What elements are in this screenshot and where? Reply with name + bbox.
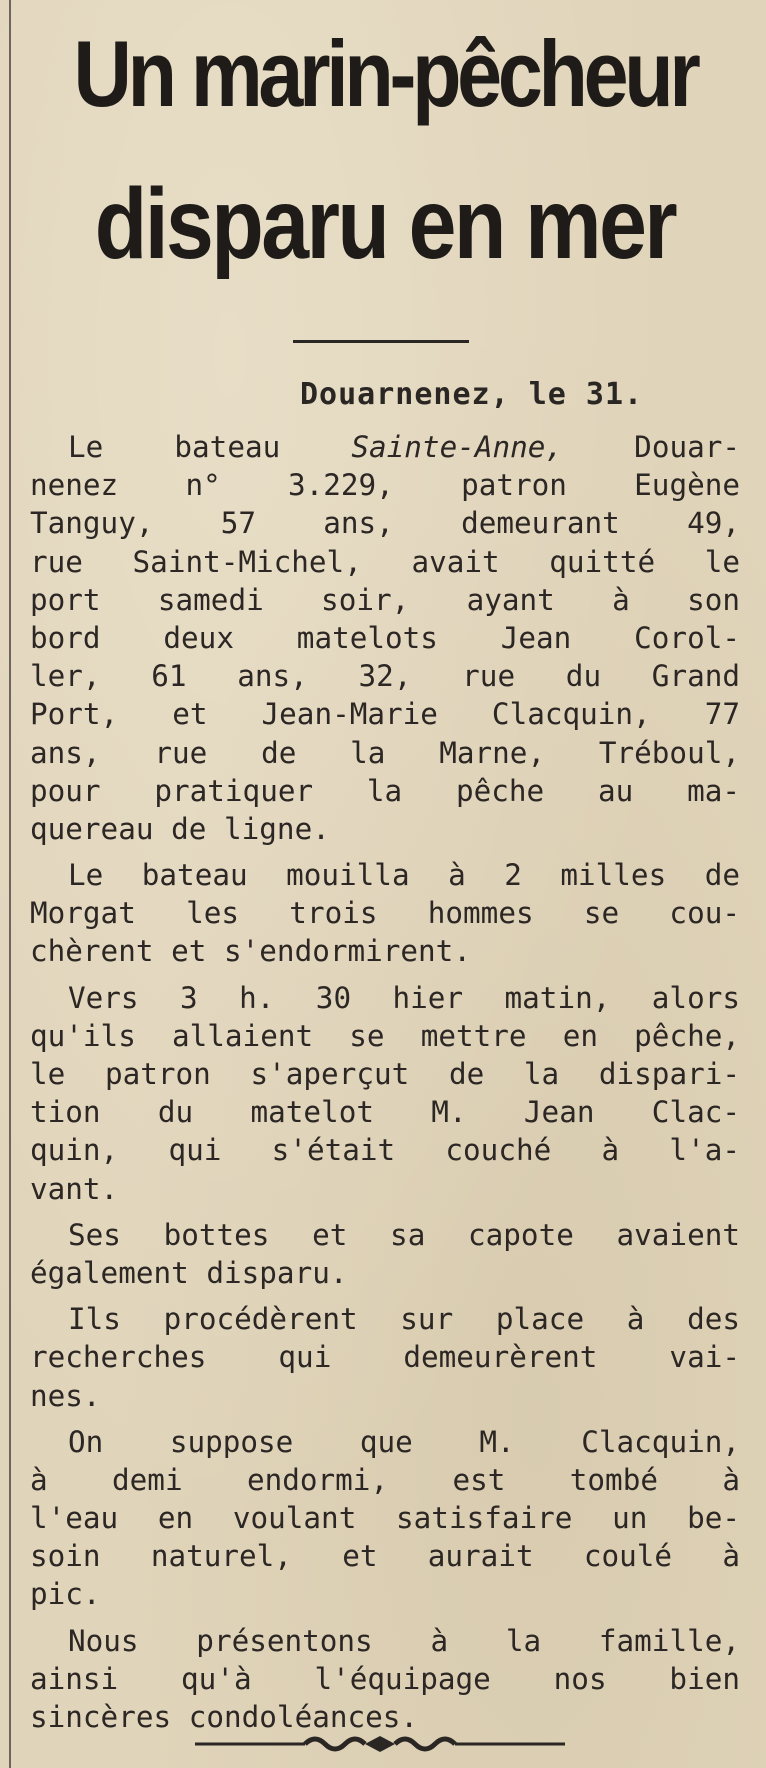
article-line: Morgat les trois hommes se cou- [30, 896, 740, 931]
headline-divider [293, 340, 469, 343]
paragraph-gap [30, 1415, 740, 1423]
article-line: vant. [30, 1171, 119, 1206]
article-line: port samedi soir, ayant à son [30, 582, 740, 617]
article-line: ans, rue de la Marne, Tréboul, [30, 735, 740, 770]
article-line: soin naturel, et aurait coulé à [30, 1539, 740, 1574]
paragraph-gap [30, 1614, 740, 1622]
dateline: Douarnenez, le 31. [300, 377, 644, 412]
article-line: à demi endormi, est tombé à [30, 1462, 740, 1497]
paragraph-gap [30, 1292, 740, 1300]
article-line: Port, et Jean-Marie Clacquin, 77 [30, 697, 740, 732]
article-line: pour pratiquer la pêche au ma- [30, 773, 740, 808]
article-line: On suppose que M. Clacquin, [68, 1424, 740, 1459]
article-line: qu'ils allaient se mettre en pêche, [30, 1018, 740, 1053]
article-line: Le bateau mouilla à 2 milles de [68, 858, 740, 893]
article-line: ler, 61 ans, 32, rue du Grand [30, 659, 740, 694]
article-line: chèrent et s'endormirent. [30, 934, 471, 969]
article-line: l'eau en voulant satisfaire un be- [30, 1501, 740, 1536]
article-line: Le bateau Sainte-Anne, Douar- [68, 430, 741, 464]
article-line: Ses bottes et sa capote avaient [68, 1217, 740, 1252]
article-line: sincères condoléances. [30, 1700, 419, 1734]
article-line: Tanguy, 57 ans, demeurant 49, [30, 506, 740, 541]
article-line: le patron s'aperçut de la dispari- [30, 1057, 740, 1091]
headline-line-1: Un marin-pêcheur [73, 21, 697, 126]
paragraph-gap [30, 848, 740, 856]
article-line: quin, qui s'était couché à l'a- [30, 1133, 740, 1168]
article-line: Vers 3 h. 30 hier matin, alors [68, 980, 740, 1015]
article-line: rue Saint-Michel, avait quitté le [30, 544, 740, 579]
article-line: nenez n° 3.229, patron Eugène [30, 468, 740, 503]
article-line: également disparu. [30, 1255, 348, 1290]
article-line: bord deux matelots Jean Corol- [30, 620, 740, 655]
article-line: pic. [30, 1577, 101, 1612]
article-line: tion du matelot M. Jean Clac- [30, 1095, 740, 1130]
article-line: quereau de ligne. [30, 811, 330, 846]
article-body [30, 428, 740, 1736]
end-ornament [195, 1734, 565, 1754]
paragraph-gap [30, 971, 740, 979]
article-line: ainsi qu'à l'équipage nos bien [30, 1661, 740, 1696]
article-line: nes. [30, 1378, 101, 1413]
paragraph-gap [30, 1208, 740, 1216]
boat-name: Sainte-Anne, [351, 430, 564, 464]
article-line: Ils procédèrent sur place à des [68, 1302, 740, 1337]
article-line: Nous présentons à la famille, [68, 1623, 740, 1658]
headline-line-2: disparu en mer [94, 168, 676, 280]
column-rule [9, 0, 11, 1768]
article-line: recherches qui demeurèrent vai- [30, 1340, 740, 1375]
